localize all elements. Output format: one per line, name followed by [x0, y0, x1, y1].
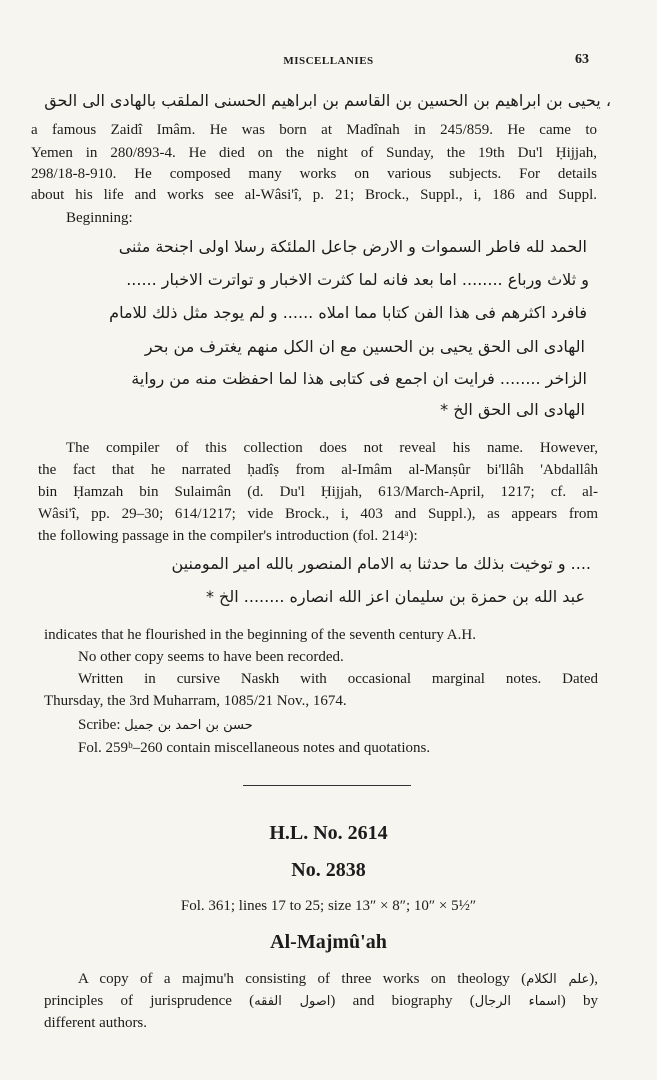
arabic-incipit-line: الهادى الى الحق يحيى بن الحسين مع ان الكل منهم يغترف من بحر — [144, 337, 585, 356]
arabic-term: اصول الفقه — [254, 994, 331, 1009]
scribe-label: Scribe: — [78, 717, 121, 733]
section-divider — [243, 785, 411, 786]
paragraph-line: the fact that he narrated ḥadîṣ from al-Imâm al-Manṣûr bi'llâh 'Abdallâh — [38, 462, 598, 478]
paragraph-line: Wâsi'î, pp. 29–30; 614/1217; vide Brock., i, 403 and Suppl.), as appears from — [38, 506, 598, 522]
hl-number-heading: H.L. No. 2614 — [269, 822, 388, 844]
scribe-name-arabic: حسن بن احمد بن جميل — [124, 718, 253, 733]
arabic-incipit-line: الزاخر ........ فرايت ان اجمع فى كتابى هذا لما احفظت منه من رواية — [131, 369, 587, 388]
arabic-incipit-line: الهادى الى الحق الخ * — [440, 400, 585, 419]
paragraph-line: indicates that he flourished in the beginning of the seventh century A.H. — [44, 627, 476, 643]
paragraph-line: Thursday, the 3rd Muharram, 1085/21 Nov., 1674. — [44, 693, 347, 709]
text-fragment: ) and biography ( — [330, 993, 475, 1009]
text-fragment: A copy of a majmu'h consisting of three works on theology ( — [78, 971, 527, 987]
paragraph-line: the following passage in the compiler's introduction (fol. 214ᵃ): — [38, 528, 418, 544]
arabic-quote-line: .... و توخيت بذلك ما حدثنا به الامام المنصور بالله امير المومنين — [171, 554, 591, 573]
work-title: Al-Majmû'ah — [270, 931, 387, 953]
arabic-incipit-line: فافرد اكثرهم فى هذا الفن كتابا مما املاه ...... و لم يوجد مثل ذلك للامام — [109, 303, 587, 322]
paragraph-line: No other copy seems to have been recorded. — [78, 649, 344, 665]
paragraph-line: Fol. 259ᵇ–260 contain miscellaneous notes and quotations. — [78, 740, 431, 756]
paragraph-line: The compiler of this collection does not reveal his name. However, — [66, 440, 598, 456]
paragraph-line: Written in cursive Naskh with occasional marginal notes. Dated — [78, 671, 598, 687]
manuscript-number-heading: No. 2838 — [291, 859, 366, 881]
running-header — [30, 52, 627, 72]
description-line — [44, 990, 598, 1013]
beginning-label: Beginning: — [66, 210, 133, 226]
running-title: MISCELLANIES — [283, 55, 374, 67]
description-line: different authors. — [44, 1015, 148, 1031]
text-fragment: principles of jurisprudence ( — [44, 993, 255, 1009]
page-number: 63 — [575, 52, 589, 67]
text-fragment: ) by — [560, 993, 599, 1009]
arabic-term: اسماء الرجال — [474, 994, 561, 1009]
folio-details: Fol. 361; lines 17 to 25; size 13″ × 8″; 10″ × 5½″ — [180, 898, 477, 914]
text-fragment: ), — [589, 971, 599, 987]
arabic-incipit-line: و ثلاث ورباع ........ اما بعد فانه لما كثرت الاخبار و تواترت الاخبار ...... — [126, 270, 589, 289]
arabic-term: علم الكلام — [526, 972, 590, 987]
paragraph-line: bin Ḥamzah bin Sulaimân (d. Du'l Ḥijjah, 613/March-April, 1217; cf. al- — [38, 484, 598, 500]
arabic-incipit-line: الحمد لله فاطر السموات و الارض جاعل الملئكة رسلا اولى اجنحة مثنى — [118, 237, 587, 256]
scribe-line — [78, 714, 253, 737]
description-line — [78, 968, 598, 991]
paragraph-line: a famous Zaidî Imâm. He was born at Madînah in 245/859. He came to — [31, 122, 597, 138]
paragraph-line: 298/18-8-910. He composed many works on various subjects. For details — [31, 166, 597, 182]
arabic-quote-line: عبد الله بن حمزة بن سليمان اعز الله انصاره ........ الخ * — [205, 587, 585, 606]
arabic-name-line: ، يحيى بن ابراهيم بن الحسين بن القاسم بن ابراهيم الحسنى الملقب بالهادى الى الحق — [44, 91, 611, 110]
paragraph-line: Yemen in 280/893-4. He died on the night of Sunday, the 19th Du'l Ḥijjah, — [31, 145, 597, 161]
paragraph-line: about his life and works see al-Wâsi'î, p. 21; Brock., Suppl., i, 186 and Suppl. — [31, 187, 597, 203]
